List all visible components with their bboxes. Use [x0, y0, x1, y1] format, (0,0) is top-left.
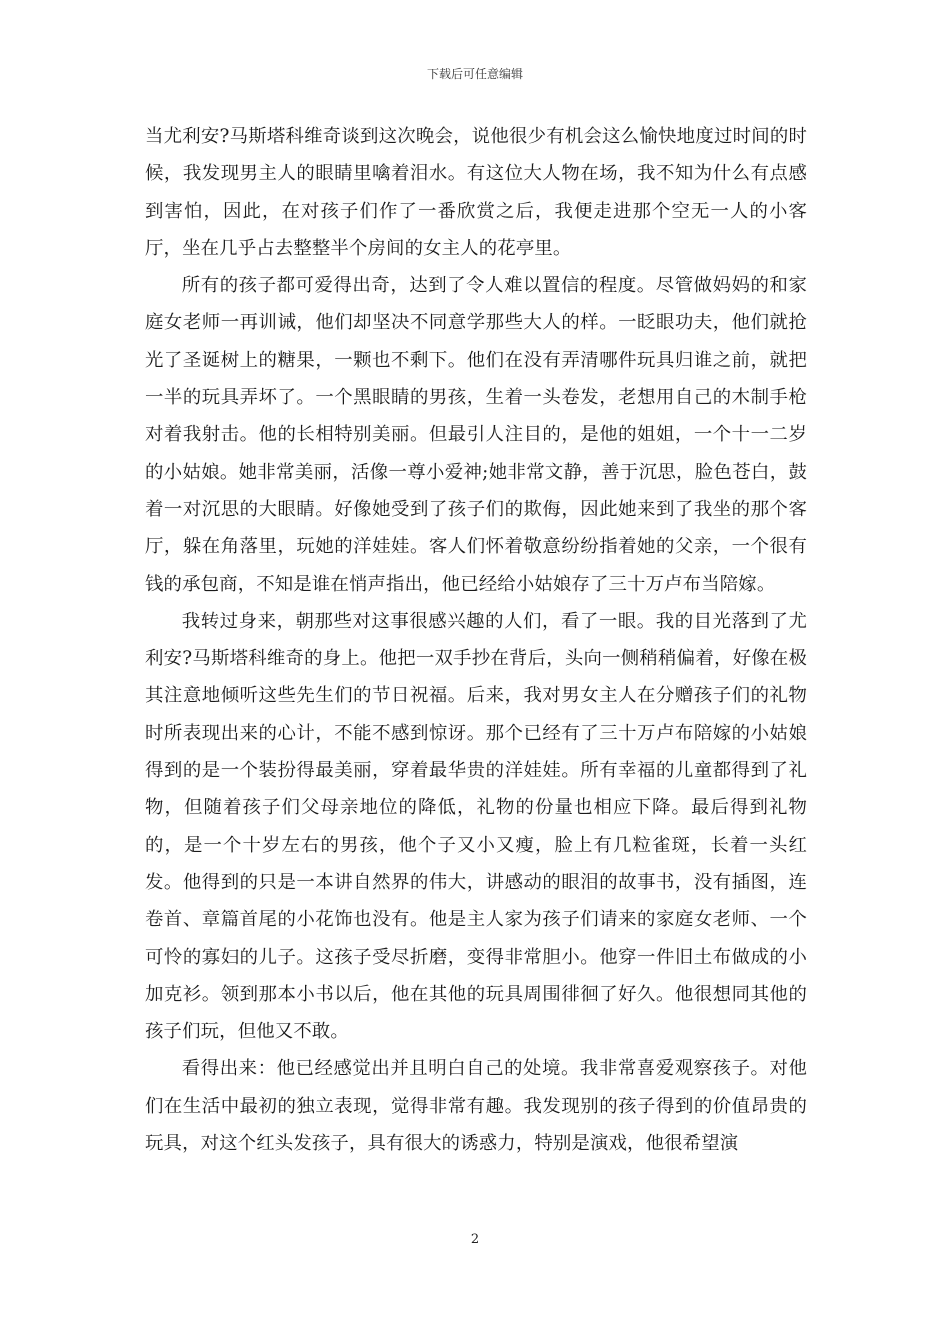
document-body [145, 118, 807, 1162]
paragraph-1: 当尤利安?马斯塔科维奇谈到这次晚会，说他很少有机会这么愉快地度过时间的时候，我发现男主人的眼睛里噙着泪水。有这位大人物在场，我不知为什么有点感到害怕，因此，在对孩子们作了一番欣赏之后，我便走进那个空无一人的小客厅，坐在几乎占去整整半个房间的女主人的花亭里。 [145, 126, 807, 259]
page-number: 2 [470, 1232, 480, 1247]
page-header: 下载后可任意编辑 [426, 67, 523, 81]
paragraph-3: 我转过身来，朝那些对这事很感兴趣的人们，看了一眼。我的目光落到了尤利安?马斯塔科维奇的身上。他把一双手抄在背后，头向一侧稍稍偏着，好像在极其注意地倾听这些先生们的节日祝福。后来，我对男女主人在分赠孩子们的礼物时所表现出来的心计，不能不感到惊讶。那个已经有了三十万卢布陪嫁的小姑娘得到的是一个装扮得最美丽，穿着最华贵的洋娃娃。所有幸福的儿童都得到了礼物，但随着孩子们父母亲地位的降低，礼物的份量也相应下降。最后得到礼物的，是一个十岁左右的男孩，他个子又小又瘦，脸上有几粒雀斑，长着一头红发。他得到的只是一本讲自然界的伟大，讲感动的眼泪的故事书，没有插图，连卷首、章篇首尾的小花饰也没有。他是主人家为孩子们请来的家庭女老师、一个可怜的寡妇的儿子。这孩子受尽折磨，变得非常胆小。他穿一件旧土布做成的小加克衫。领到那本小书以后，他在其他的玩具周围徘徊了好久。他很想同其他的孩子们玩，但他又不敢。 [145, 610, 807, 1043]
paragraph-4: 看得出来：他已经感觉出并且明白自己的处境。我非常喜爱观察孩子。对他们在生活中最初的独立表现，觉得非常有趣。我发现别的孩子得到的价值昂贵的玩具，对这个红头发孩子，具有很大的诱惑力，特别是演戏，他很希望演 [145, 1058, 807, 1155]
paragraph-2: 所有的孩子都可爱得出奇，达到了令人难以置信的程度。尽管做妈妈的和家庭女老师一再训诫，他们却坚决不同意学那些大人的样。一眨眼功夫，他们就抢光了圣诞树上的糖果，一颗也不剩下。他们在没有弄清哪件玩具归谁之前，就把一半的玩具弄坏了。一个黑眼睛的男孩，生着一头卷发，老想用自己的木制手枪对着我射击。他的长相特别美丽。但最引人注目的，是他的姐姐，一个十一二岁的小姑娘。她非常美丽，活像一尊小爱神;她非常文静，善于沉思，脸色苍白，鼓着一对沉思的大眼睛。好像她受到了孩子们的欺侮，因此她来到了我坐的那个客厅，躲在角落里，玩她的洋娃娃。客人们怀着敬意纷纷指着她的父亲，一个很有钱的承包商，不知是谁在悄声指出，他已经给小姑娘存了三十万卢布当陪嫁。 [145, 275, 807, 595]
